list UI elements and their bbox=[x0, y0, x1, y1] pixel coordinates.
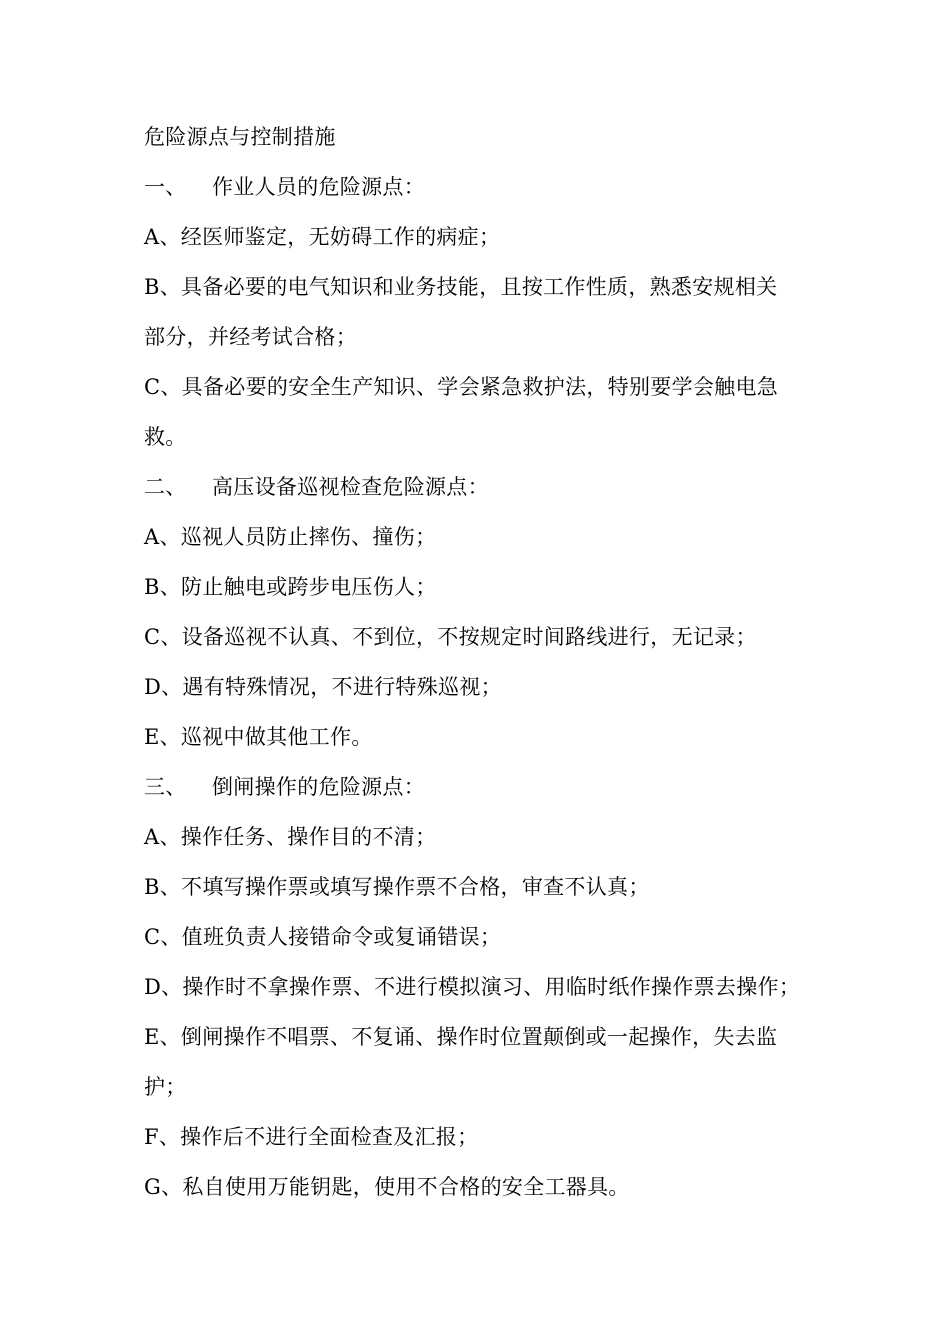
body-line: F、操作后不进行全面检查及汇报； bbox=[144, 1125, 479, 1149]
section-heading-text: 倒闸操作的危险源点： bbox=[212, 775, 425, 799]
body-line: B、防止触电或跨步电压伤人； bbox=[144, 575, 437, 599]
body-line: 护； bbox=[144, 1075, 187, 1099]
body-line: D、遇有特殊情况，不进行特殊巡视； bbox=[144, 675, 502, 699]
section-number: 一、 bbox=[144, 175, 187, 199]
body-line: A、巡视人员防止摔伤、撞伤； bbox=[144, 525, 437, 549]
body-line: C、设备巡视不认真、不到位，不按规定时间路线进行，无记录； bbox=[144, 625, 757, 649]
section-heading-1 bbox=[144, 162, 810, 212]
section-heading-text: 高压设备巡视检查危险源点： bbox=[212, 475, 489, 499]
document-body bbox=[144, 112, 810, 1212]
body-line: A、经医师鉴定，无妨碍工作的病症； bbox=[144, 225, 501, 249]
body-line: A、操作任务、操作目的不清； bbox=[144, 825, 437, 849]
body-line: 救。 bbox=[144, 425, 187, 449]
section-heading-2 bbox=[144, 462, 810, 512]
section-heading-3 bbox=[144, 762, 810, 812]
section-heading-text: 作业人员的危险源点： bbox=[212, 175, 425, 199]
section-number: 二、 bbox=[144, 475, 187, 499]
body-line: G、私自使用万能钥匙，使用不合格的安全工器具。 bbox=[144, 1175, 630, 1199]
body-line: B、具备必要的电气知识和业务技能，且按工作性质，熟悉安规相关 bbox=[144, 275, 778, 299]
body-line: C、具备必要的安全生产知识、学会紧急救护法，特别要学会触电急 bbox=[144, 375, 779, 399]
section-number: 三、 bbox=[144, 775, 187, 799]
body-line: B、不填写操作票或填写操作票不合格，审查不认真； bbox=[144, 875, 650, 899]
body-line: D、操作时不拿操作票、不进行模拟演习、用临时纸作操作票去操作； bbox=[144, 975, 801, 999]
document-title: 危险源点与控制措施 bbox=[144, 125, 336, 149]
body-line: E、巡视中做其他工作。 bbox=[144, 725, 373, 749]
body-line: C、值班负责人接错命令或复诵错误； bbox=[144, 925, 502, 949]
body-line: E、倒闸操作不唱票、不复诵、操作时位置颠倒或一起操作，失去监 bbox=[144, 1025, 778, 1049]
body-line: 部分，并经考试合格； bbox=[144, 325, 357, 349]
